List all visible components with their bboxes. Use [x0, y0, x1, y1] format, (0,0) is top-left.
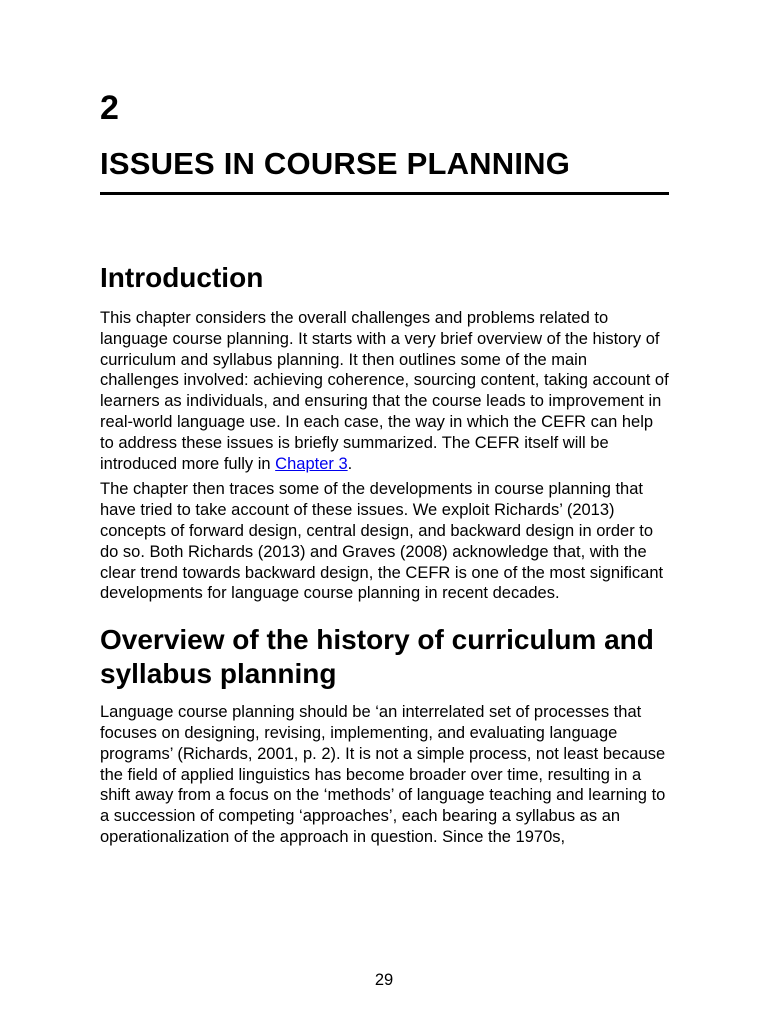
chapter-number: 2: [100, 89, 119, 127]
title-rule: [100, 192, 669, 195]
introduction-paragraph-1-text: This chapter considers the overall challenges and problems related to language course planning. It starts with a very brief overview of the history of curriculum and syllabus planning. It then outlines some of the main challenges involved: achieving coherence, sourcing content, taking account of learners as individuals, and ensuring that the course leads to improvement in real-world language use. In each case, the way in which the CEFR can help to address these issues is briefly summarized. The CEFR itself will be introduced more fully in: [100, 309, 669, 473]
chapter-3-link[interactable]: Chapter 3: [275, 454, 348, 473]
introduction-paragraph-2: The chapter then traces some of the developments in course planning that have tried to take account of these issues. We exploit Richards’ (2013) concepts of forward design, central design, and backward design in order to do so. Both Richards (2013) and Graves (2008) acknowledge that, with the clear trend towards backward design, the CEFR is one of the most significant developments for language course planning in recent decades.: [100, 480, 664, 603]
chapter-title: ISSUES IN COURSE PLANNING: [100, 146, 571, 181]
page-content: [100, 88, 670, 848]
history-heading: Overview of the history of curriculum and syllabus planning: [100, 624, 654, 690]
page-number: 29: [374, 971, 394, 989]
introduction-paragraph-1-end: .: [347, 454, 353, 473]
introduction-heading: Introduction: [100, 262, 264, 293]
introduction-paragraph-1: [100, 308, 670, 474]
history-paragraph-1: Language course planning should be ‘an interrelated set of processes that focuses on designing, revising, implementing, and evaluating language programs’ (Richards, 2001, p. 2). It is not a simple process, not least because the field of applied linguistics has become broader over time, resulting in a shift away from a focus on the ‘methods’ of language teaching and learning to a succession of competing ‘approaches’, each bearing a syllabus as an operationalization of the approach in question. Since the 1970s,: [100, 703, 666, 846]
